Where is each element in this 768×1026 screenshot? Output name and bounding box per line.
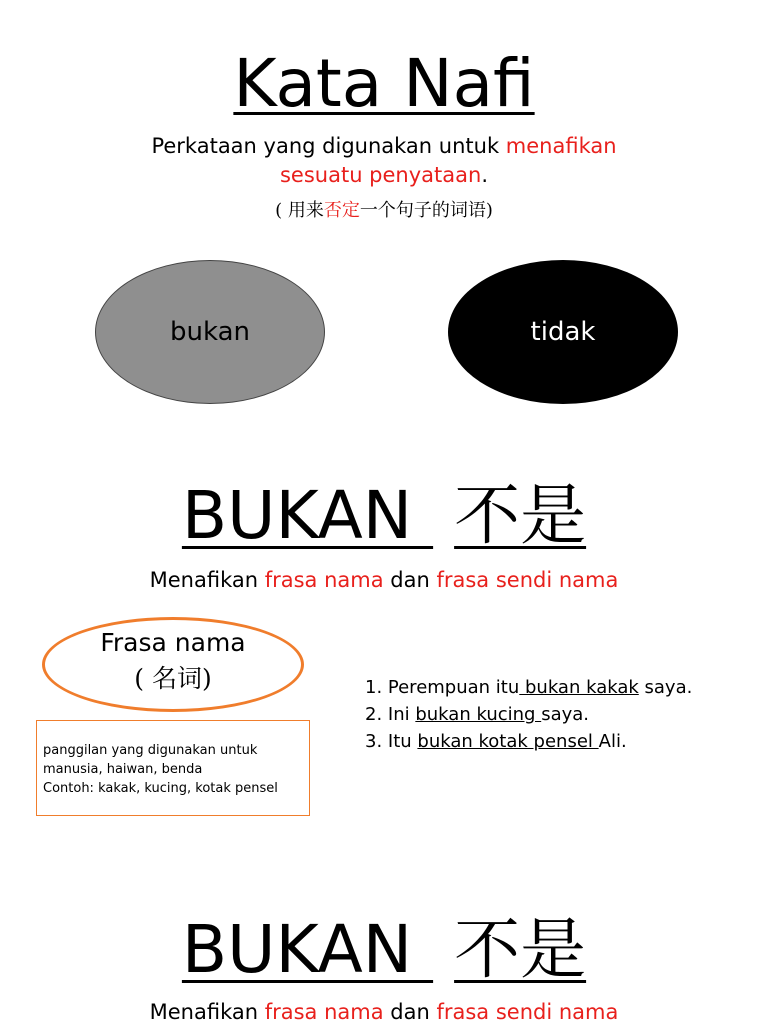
section2-sub-frasa-sendi-nama: frasa sendi nama [436,1000,619,1024]
oval-bukan-label: bukan [170,317,250,347]
cn-open-paren: ( [275,200,283,221]
section2-sub-middle: dan [383,1000,437,1024]
section1-heading-ms: BUKAN [181,477,434,554]
page-title: Kata Nafi [233,45,535,122]
definition-text [0,132,768,190]
frasa-nama-chinese: ( 名词) [134,664,212,693]
section1-subtitle [0,566,768,594]
definition-period: . [481,163,489,187]
definition-highlight-menafikan: menafikan [505,134,617,158]
example-item [365,728,692,755]
section1-sub-before: Menafikan [149,568,265,592]
section2-heading-ms: BUKAN [181,911,434,988]
section2-sub-frasa-nama: frasa nama [264,1000,384,1024]
example-2-prefix: 2. Ini [365,704,416,725]
section1-sub-middle: dan [383,568,437,592]
example-1-suffix: saya. [638,677,693,698]
example-3-prefix: 3. Itu [365,731,418,752]
section1-heading-cn: 不是 [454,477,587,554]
definition-highlight-penyataan: sesuatu penyataan [279,163,482,187]
frasa-nama-title: Frasa nama [100,628,246,657]
oval-tidak [448,260,678,404]
example-1-underlined: bukan kakak [519,677,639,698]
example-1-prefix: 1. Perempuan itu [365,677,520,698]
note-line-2: manusia, haiwan, benda [43,762,203,777]
cn-before-text: 用来 [287,200,324,221]
cn-after-text: 一个句子的词语 [359,200,486,221]
example-item [365,674,692,701]
example-2-underlined: bukan kucing [415,704,542,725]
oval-tidak-label: tidak [530,317,596,347]
frasa-nama-note-box [36,720,310,816]
example-3-suffix: Ali. [598,731,627,752]
example-2-suffix: saya. [541,704,589,725]
section2-heading-cn: 不是 [454,911,587,988]
example-item [365,701,692,728]
example-3-underlined: bukan kotak pensel [417,731,599,752]
note-line-1: panggilan yang digunakan untuk [43,743,258,758]
example-list [365,674,692,755]
section1-heading [0,474,768,558]
section2-sub-before: Menafikan [149,1000,265,1024]
definition-line1-text: Perkataan yang digunakan untuk [151,134,506,158]
section2-subtitle [0,998,768,1026]
cn-close-paren: ) [485,200,493,221]
note-line-3: Contoh: kakak, kucing, kotak pensel [43,781,278,796]
oval-bukan [95,260,325,404]
chinese-definition [0,198,768,224]
section1-sub-frasa-sendi-nama: frasa sendi nama [436,568,619,592]
section2-heading [0,908,768,992]
section1-sub-frasa-nama: frasa nama [264,568,384,592]
cn-highlight-text: 否定 [323,200,360,221]
